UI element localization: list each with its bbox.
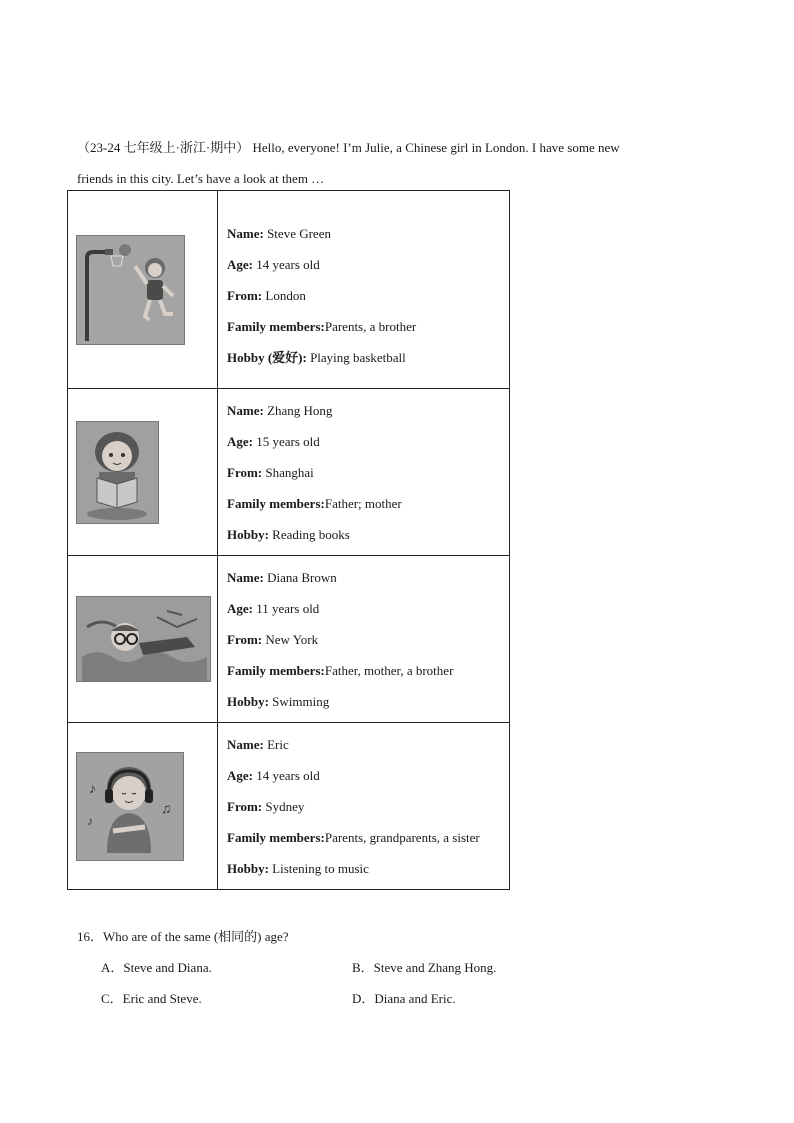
- name-value: Zhang Hong: [267, 402, 333, 418]
- question-16: [77, 927, 289, 947]
- hobby-value: Listening to music: [272, 860, 369, 876]
- name-label: Name:: [227, 569, 264, 585]
- profile-row: [68, 191, 510, 389]
- hobby-line: [227, 853, 509, 884]
- age-line: [227, 249, 509, 280]
- name-label: Name:: [227, 402, 264, 418]
- name-value: Steve Green: [267, 226, 331, 241]
- family-label: Family members:: [227, 829, 325, 845]
- age-label: Age:: [227, 600, 253, 616]
- family-value: Father, mother, a brother: [324, 662, 454, 678]
- from-value: Sydney: [265, 798, 305, 814]
- option-letter: B．: [352, 960, 374, 975]
- hobby-label: Hobby (爱好):: [227, 350, 307, 365]
- family-value: Parents, grandparents, a sister: [324, 829, 480, 845]
- intro-paragraph: [77, 132, 719, 194]
- age-value: 11 years old: [256, 600, 320, 616]
- family-label: Family members:: [227, 319, 325, 334]
- boy-playing-basketball-picture: [76, 235, 185, 345]
- name-line: [227, 562, 509, 593]
- hobby-line: [227, 519, 509, 550]
- profiles-table: [67, 190, 510, 890]
- option-a[interactable]: [101, 958, 212, 978]
- age-label: Age:: [227, 767, 253, 783]
- girl-swimming-picture: [76, 596, 211, 682]
- age-line: [227, 760, 509, 791]
- from-label: From:: [227, 464, 263, 480]
- option-text: Steve and Diana.: [123, 960, 212, 975]
- profile-row: [68, 723, 510, 890]
- info-cell: [218, 556, 510, 723]
- option-b[interactable]: [352, 958, 496, 978]
- option-letter: D．: [352, 991, 375, 1006]
- hobby-label: Hobby:: [227, 693, 269, 709]
- age-label: Age:: [227, 257, 253, 272]
- from-line: [227, 457, 509, 488]
- name-label: Name:: [227, 736, 264, 752]
- from-value: London: [265, 288, 306, 303]
- from-label: From:: [227, 798, 263, 814]
- hobby-value: Reading books: [272, 526, 350, 542]
- hobby-line: [227, 342, 509, 373]
- age-label: Age:: [227, 433, 253, 449]
- svg-text:♪: ♪: [89, 781, 96, 797]
- name-value: Eric: [267, 736, 289, 752]
- family-line: [227, 311, 509, 342]
- girl-reading-book-picture: [76, 421, 159, 524]
- option-letter: A．: [101, 960, 124, 975]
- from-value: New York: [265, 631, 319, 647]
- svg-text:♫: ♫: [161, 801, 172, 817]
- boy-listening-music-picture: [76, 752, 184, 861]
- family-label: Family members:: [227, 662, 325, 678]
- hobby-value: Playing basketball: [310, 350, 406, 365]
- from-label: From:: [227, 288, 263, 303]
- hobby-label: Hobby:: [227, 526, 269, 542]
- svg-text:♪: ♪: [87, 813, 93, 828]
- name-line: [227, 395, 509, 426]
- picture-cell: [68, 556, 218, 723]
- picture-cell: [68, 191, 218, 389]
- age-line: [227, 426, 509, 457]
- intro-line-1: [77, 132, 719, 163]
- age-value: 14 years old: [256, 767, 320, 783]
- from-label: From:: [227, 631, 263, 647]
- option-text: Steve and Zhang Hong.: [373, 960, 497, 975]
- family-line: [227, 655, 509, 686]
- info-cell: [218, 191, 510, 389]
- option-text: Eric and Steve.: [122, 991, 202, 1006]
- hobby-value: Swimming: [272, 693, 330, 709]
- question-source: （23-24 七年级上·浙江·期中）: [77, 140, 250, 155]
- hobby-label: Hobby:: [227, 860, 269, 876]
- info-cell: [218, 723, 510, 890]
- name-value: Diana Brown: [267, 569, 337, 585]
- option-text: Diana and Eric.: [374, 991, 456, 1006]
- name-line: [227, 729, 509, 760]
- from-line: [227, 280, 509, 311]
- option-letter: C．: [101, 991, 123, 1006]
- profile-row: [68, 556, 510, 723]
- family-value: Parents, a brother: [324, 319, 417, 334]
- family-value: Father; mother: [324, 495, 402, 511]
- picture-cell: [68, 723, 218, 890]
- question-text: Who are of the same (相同的) age?: [103, 929, 289, 944]
- from-line: [227, 791, 509, 822]
- intro-text-1: Hello, everyone! I’m Julie, a Chinese girl in London. I have some new: [252, 140, 620, 155]
- intro-line-2: friends in this city. Let’s have a look at them …: [77, 171, 325, 186]
- from-value: Shanghai: [265, 464, 314, 480]
- picture-cell: [68, 389, 218, 556]
- profile-row: [68, 389, 510, 556]
- option-c[interactable]: [101, 989, 202, 1009]
- from-line: [227, 624, 509, 655]
- name-line: [227, 218, 509, 249]
- name-label: Name:: [227, 226, 264, 241]
- family-line: [227, 822, 509, 853]
- age-line: [227, 593, 509, 624]
- family-line: [227, 488, 509, 519]
- family-label: Family members:: [227, 495, 325, 511]
- option-d[interactable]: [352, 989, 456, 1009]
- age-value: 14 years old: [256, 257, 320, 272]
- question-number: 16．: [77, 929, 104, 944]
- hobby-line: [227, 686, 509, 717]
- info-cell: [218, 389, 510, 556]
- age-value: 15 years old: [256, 433, 320, 449]
